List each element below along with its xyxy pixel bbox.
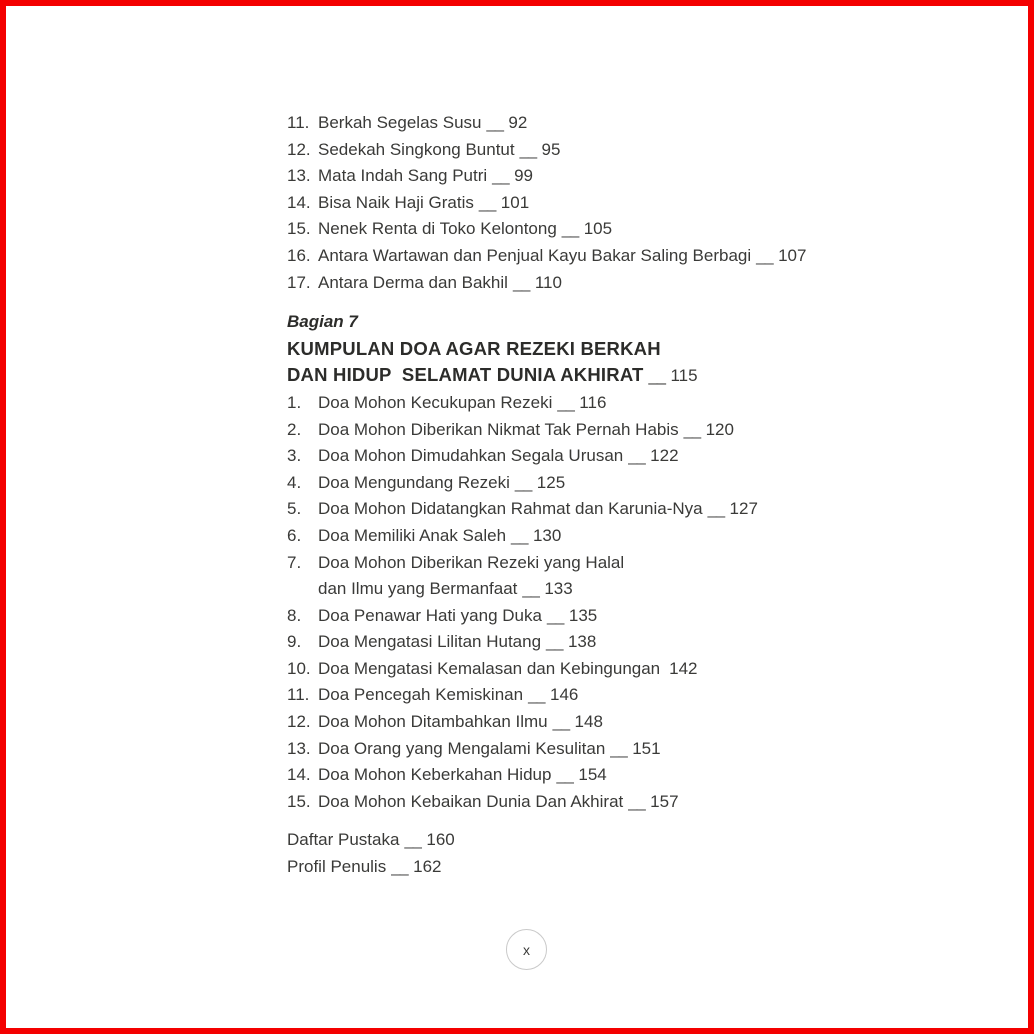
toc-entry-text [318,523,847,550]
toc-entry [287,629,847,656]
toc-entry-text [318,417,847,444]
toc-entry-text [287,854,847,881]
toc-leader: __ [610,738,627,758]
toc-entry-number: 6. [287,525,302,545]
toc-entry-number: 14. [287,765,311,785]
toc-entry-title: Doa Mengundang Rezeki [318,472,510,492]
toc-entry-number: 4. [287,472,302,492]
toc-entry-title: Doa Orang yang Mengalami Kesulitan [318,738,606,758]
toc-entry-title: Doa Mohon Diberikan Nikmat Tak Pernah Habis [318,419,679,439]
toc-entry-number: 9. [287,632,302,652]
toc-entry [287,110,847,137]
toc-entry-page: 107 [778,245,807,265]
toc-entry [287,390,847,417]
toc-entry [287,854,847,881]
toc-entry-number: 12. [287,712,311,732]
toc-leader: __ [486,113,503,132]
toc-entry-page: 95 [541,139,561,159]
toc-entry-page: 138 [567,632,597,652]
toc-entry-title: Profil Penulis [287,857,387,877]
toc-back-matter [287,827,847,880]
toc-entry-number: 7. [287,552,302,572]
toc-entry-number: 11. [287,113,310,132]
toc-entry-page: 127 [729,499,758,519]
toc-entry [287,470,847,497]
toc-entry-number: 5. [287,499,302,519]
toc-entry-page: 125 [536,472,566,492]
toc-entry-text [318,709,847,736]
toc-leader: __ [707,499,724,519]
toc-entry-title: Nenek Renta di Toko Kelontong [318,219,557,239]
toc-entry [287,682,847,709]
toc-leader: __ [648,366,665,386]
toc-entry-text [318,216,847,243]
toc-entry-page: 116 [579,392,607,412]
toc-entry-text [318,789,847,816]
toc-leader: __ [391,857,408,877]
toc-entry-page: 151 [632,738,661,758]
toc-leader: __ [478,192,495,212]
toc-entry-page: 105 [583,219,613,239]
toc-entry-number: 15. [287,791,311,811]
toc-entry-text [318,656,847,683]
toc-entry-title: Doa Mohon Keberkahan Hidup [318,765,552,785]
toc-entry-number: 14. [287,192,311,212]
section-page: 115 [670,366,698,386]
toc-entry-page: 154 [578,765,607,785]
toc-entry-number: 15. [287,219,311,239]
toc-leader: __ [514,472,531,492]
section-heading [287,309,847,390]
toc-entry-text [318,443,847,470]
toc-entry-title: Mata Indah Sang Putri [318,166,488,186]
page-number: x [523,941,530,958]
toc-entry-text [318,603,847,630]
toc-entry-number: 1. [287,392,302,412]
toc-entry-page: 160 [426,830,455,850]
toc-entry [287,216,847,243]
toc-entry [287,709,847,736]
toc-leader: __ [522,579,539,599]
toc-entry-text [318,496,847,523]
section-title-line2: DAN HIDUP SELAMAT DUNIA AKHIRAT [287,364,644,386]
toc-leader: __ [628,446,645,466]
toc-entry-page: 130 [532,525,562,545]
toc-leader: __ [404,830,421,850]
toc-list-section-7 [287,390,847,816]
toc-entry-number: 11. [287,685,310,705]
toc-entry-text [318,682,847,709]
toc-entry-text [318,243,847,270]
toc-leader: __ [546,632,562,652]
toc-leader: __ [511,525,527,545]
toc-entry-page: 110 [534,272,562,292]
toc-entry-text [318,190,847,217]
toc-entry-title: Doa Memiliki Anak Saleh [318,525,507,545]
toc-entry-text [287,827,847,854]
toc-entry [287,827,847,854]
toc-entry-text [318,470,847,497]
toc-entry-number: 12. [287,139,311,159]
toc-entry [287,656,847,683]
toc-entry-number: 13. [287,166,311,186]
toc-entry [287,443,847,470]
toc-entry-number: 10. [287,658,311,678]
toc-leader: __ [628,791,645,811]
toc-entry-title: Berkah Segelas Susu [318,113,482,132]
toc-entry-title: Antara Derma dan Bakhil [318,272,508,292]
toc-leader: __ [683,419,700,439]
table-of-contents [287,110,847,881]
toc-leader: __ [561,219,578,239]
toc-entry [287,762,847,789]
toc-entry-title: Doa Mengatasi Kemalasan dan Kebingungan [318,658,661,678]
toc-leader: __ [492,166,509,186]
toc-entry-page: 148 [574,712,603,732]
toc-entry-text [318,550,847,603]
toc-leader: __ [556,765,573,785]
toc-entry-page: 142 [669,658,698,678]
toc-entry-page: 120 [705,419,734,439]
toc-leader: __ [528,685,544,705]
section-label: Bagian 7 [287,312,358,332]
toc-entry-page: 122 [650,446,679,466]
toc-entry-text [318,110,847,137]
toc-entry-title: Doa Penawar Hati yang Duka [318,605,542,625]
toc-entry-number: 8. [287,605,302,625]
toc-leader: __ [557,392,574,412]
toc-entry-text [318,163,847,190]
toc-entry-title: Doa Mohon Diberikan Rezeki yang Halal [318,552,625,572]
toc-entry-title: Sedekah Singkong Buntut [318,139,515,159]
toc-entry [287,550,847,603]
toc-entry-page: 92 [508,113,528,132]
toc-entry [287,243,847,270]
toc-entry-title: Daftar Pustaka [287,830,400,850]
toc-entry-page: 101 [500,192,530,212]
section-title-line2-row [287,362,847,390]
toc-entry-title-line2: dan Ilmu yang Bermanfaat [318,579,518,599]
toc-entry-page: 99 [514,166,534,186]
toc-entry-text [318,137,847,164]
toc-entry-title: Doa Mohon Didatangkan Rahmat dan Karunia-Nya [318,499,703,519]
toc-entry-title: Antara Wartawan dan Penjual Kayu Bakar Saling Berbagi [318,245,752,265]
toc-entry-title: Doa Mohon Kebaikan Dunia Dan Akhirat [318,791,624,811]
toc-entry-text [318,629,847,656]
toc-entry [287,417,847,444]
toc-leader: __ [512,272,529,292]
toc-entry [287,736,847,763]
toc-entry-number: 2. [287,419,302,439]
toc-entry-page: 135 [568,605,598,625]
toc-entry-page: 162 [413,857,442,877]
toc-entry-number: 3. [287,446,302,466]
toc-entry-title: Doa Pencegah Kemiskinan [318,685,524,705]
toc-entry-page: 146 [550,685,579,705]
toc-entry-number: 17. [287,272,311,292]
toc-entry-text [318,762,847,789]
toc-entry-page: 157 [650,791,679,811]
toc-entry [287,137,847,164]
section-title-line1: KUMPULAN DOA AGAR REZEKI BERKAH [287,337,661,359]
toc-entry-number: 13. [287,738,311,758]
toc-entry-title: Bisa Naik Haji Gratis [318,192,474,212]
toc-entry [287,603,847,630]
toc-list-previous-section [287,110,847,296]
toc-entry-text [318,270,847,297]
toc-entry-page: 133 [544,579,573,599]
toc-entry [287,496,847,523]
toc-entry [287,163,847,190]
toc-leader: __ [756,245,773,265]
toc-entry [287,523,847,550]
toc-entry [287,789,847,816]
toc-entry-text [318,736,847,763]
page-number-badge [506,929,547,970]
toc-entry [287,270,847,297]
toc-entry-text [318,390,847,417]
toc-entry-title: Doa Mohon Kecukupan Rezeki [318,392,553,412]
toc-entry-title: Doa Mohon Ditambahkan Ilmu [318,712,548,732]
toc-leader: __ [552,712,569,732]
toc-entry-title: Doa Mohon Dimudahkan Segala Urusan [318,446,624,466]
toc-entry-title: Doa Mengatasi Lilitan Hutang [318,632,542,652]
toc-entry-number: 16. [287,245,311,265]
toc-leader: __ [519,139,536,159]
toc-entry [287,190,847,217]
toc-leader: __ [546,605,563,625]
